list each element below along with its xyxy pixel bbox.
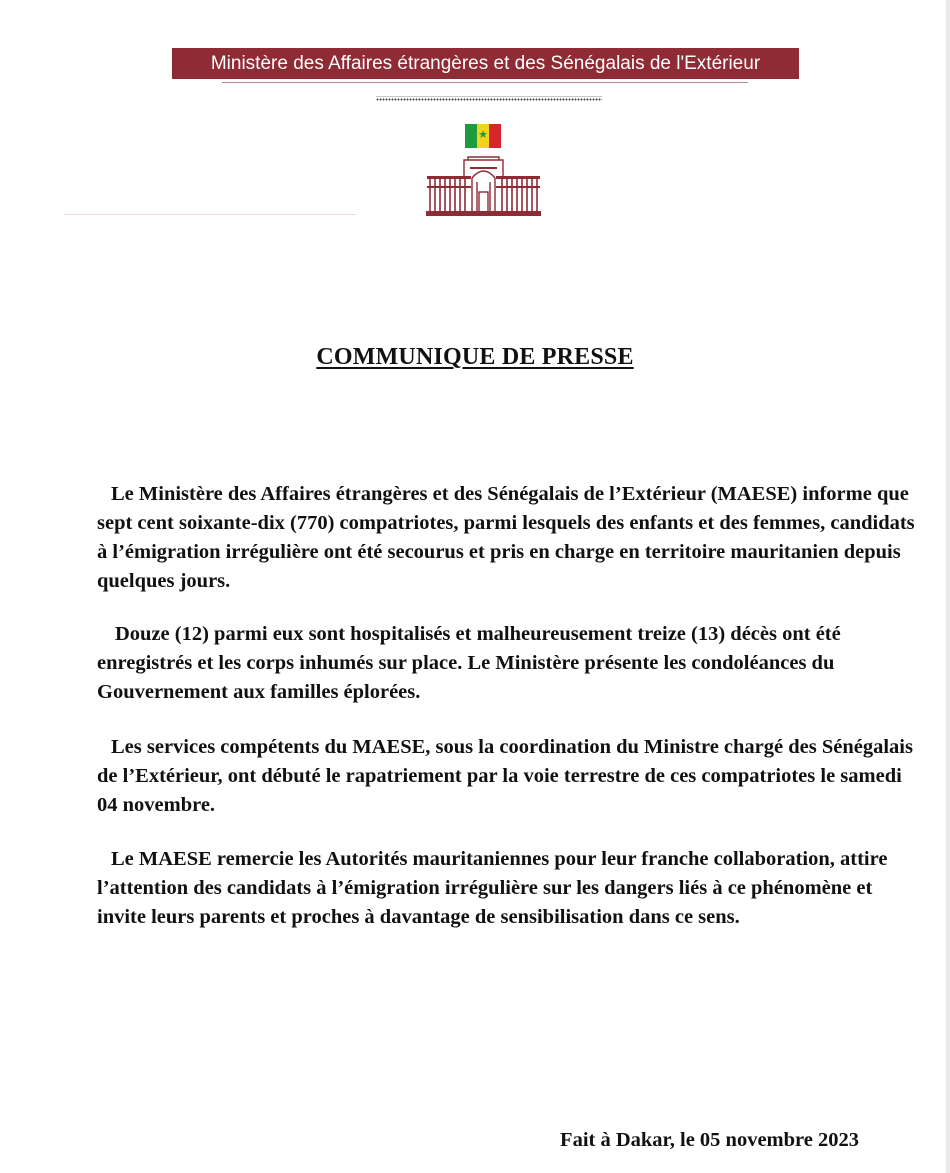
senegal-flag-icon bbox=[465, 124, 501, 148]
flag-star-icon: ★ bbox=[478, 128, 488, 141]
page-edge-shadow bbox=[946, 0, 950, 1173]
document-title: COMMUNIQUE DE PRESSE bbox=[316, 344, 634, 370]
place-date-signature: Fait à Dakar, le 05 novembre 2023 bbox=[560, 1129, 859, 1151]
paragraph-thanks: Le MAESE remercie les Autorités mauritaniennes pour leur franche collaboration, attire l’attention des candidats à l’émigration irrégulière sur les dangers liés à ce phénomène et invite leurs parents et proches à davantage de sensibilisation dans ce sens. bbox=[97, 848, 888, 928]
paragraph-casualties: Douze (12) parmi eux sont hospitalisés et malheureusement treize (13) décès ont été enregistrés et les corps inhumés sur place. Le Ministère présente les condoléances du Gouvernement aux familles éplorées. bbox=[97, 623, 841, 703]
flag-red-band bbox=[489, 124, 501, 148]
paragraph-rescue: Le Ministère des Affaires étrangères et des Sénégalais de l’Extérieur (MAESE) informe que sept cent soixante-dix (770) compatriotes, parmi lesquels des enfants et des femmes, candidats à l’émigration irrégulière ont été secourus et pris en charge en territoire mauritanien depuis quelques jours. bbox=[97, 483, 915, 592]
paragraph-repatriation: Les services compétents du MAESE, sous la coordination du Ministre chargé des Sénégalais de l’Extérieur, ont débuté le rapatriement par la voie terrestre de ces compatriotes le samedi 04 novembre. bbox=[97, 736, 913, 816]
ministry-banner: Ministère des Affaires étrangères et des Sénégalais de l'Extérieur bbox=[172, 48, 799, 79]
dotted-divider bbox=[376, 96, 602, 105]
document-title-row bbox=[0, 344, 950, 371]
flag-green-band bbox=[465, 124, 477, 148]
presidential-palace-icon bbox=[426, 156, 541, 216]
banner-underline bbox=[222, 82, 748, 83]
faint-left-rule bbox=[64, 214, 356, 215]
flag-yellow-band bbox=[477, 124, 489, 148]
